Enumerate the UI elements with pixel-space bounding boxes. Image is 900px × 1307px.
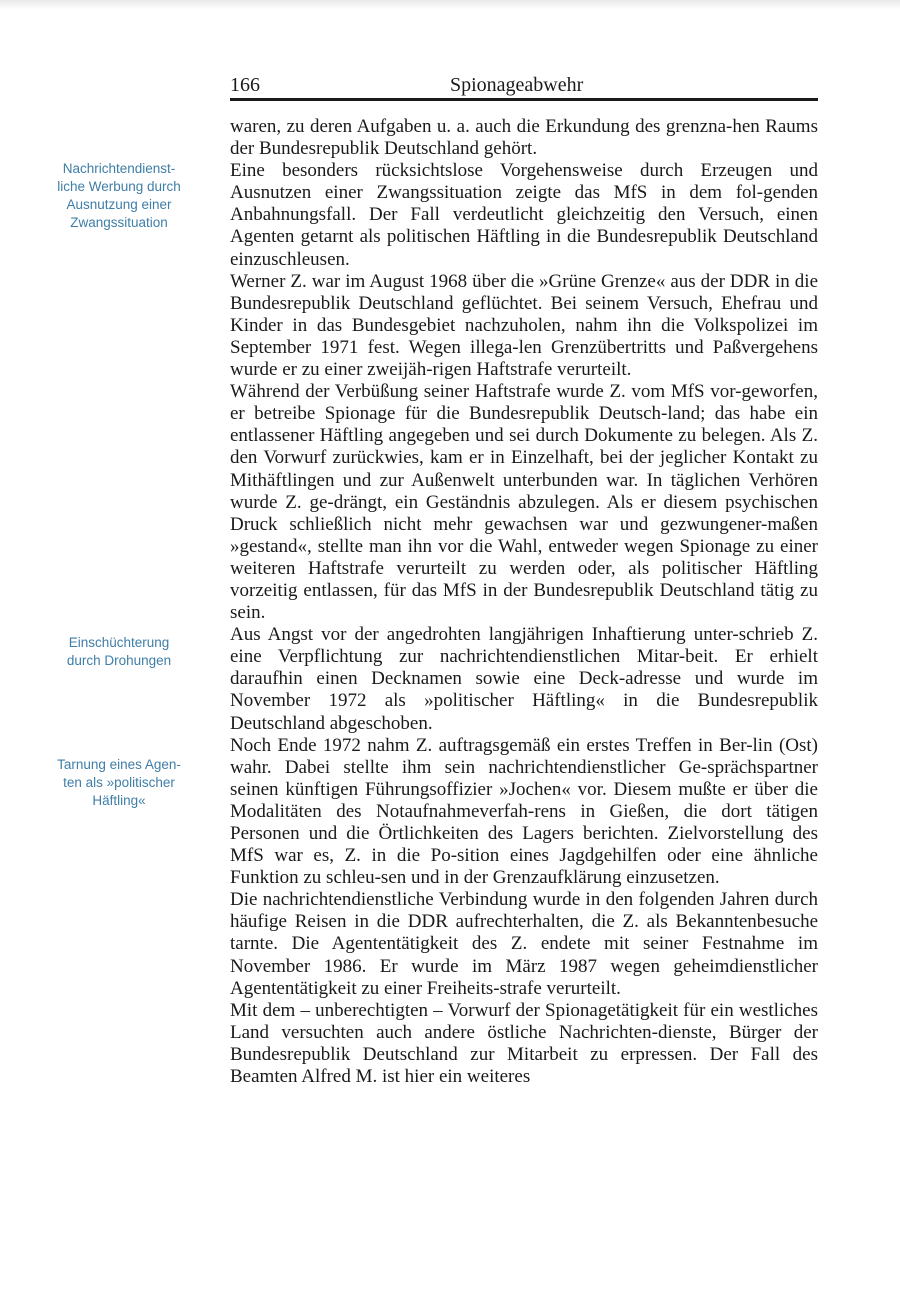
margin-note-recruitment: Nachrichtendienst- liche Werbung durch Ausnutzung einer Zwangssituation xyxy=(57,161,181,230)
paragraph-6: Noch Ende 1972 nahm Z. auftragsgemäß ein erstes Treffen in Ber-lin (Ost) wahr. Dabei stellte ihm sein nachrichtendienstlicher Ge-sprächspartner seinen künftigen Führungsoffizier »Jochen« vor. Diesem mußte er über die Modalitäten des Notaufnahmeverfah-rens in Gießen, die dort tätigen Personen und die Örtlichkeiten des Lagers berichten. Zielvorstellung des MfS war es, Z. in die Po-sition eines Jagdgehilfen oder eine ähnliche Funktion zu schleu-sen und in der Grenzaufklärung einzusetzen. xyxy=(230,734,818,889)
paragraph-1: waren, zu deren Aufgaben u. a. auch die Erkundung des grenzna-hen Raums der Bundesrepublik Deutschland gehört. xyxy=(230,116,818,160)
body-text xyxy=(230,116,818,1088)
paragraph-2: Eine besonders rücksichtslose Vorgehensweise durch Erzeugen und Ausnutzen einer Zwangssituation zeigte das MfS in dem fol-genden Anbahnungsfall. Der Fall verdeutlicht gleichzeitig den Versuch, einen Agenten getarnt als politischen Häftling in die Bundesrepublik Deutschland einzuschleusen. xyxy=(230,160,818,270)
running-title: Spionageabwehr xyxy=(450,74,584,96)
paragraph-4: Während der Verbüßung seiner Haftstrafe wurde Z. vom MfS vor-geworfen, er betreibe Spionage für die Bundesrepublik Deutsch-land; das habe ein entlassener Häftling angegeben und sei durch Dokumente zu belegen. Als Z. den Vorwurf zurückwies, kam er in Einzelhaft, bei der jeglicher Kontakt zu Mithäftlingen und zur Außenwelt unterbunden war. In täglichen Verhören wurde Z. ge-drängt, ein Geständnis abzulegen. Als er diesem psychischen Druck schließlich nicht mehr gewachsen war und gezwungener-maßen »gestand«, stellte man ihn vor die Wahl, entweder wegen Spionage zu einer weiteren Haftstrafe verurteilt zu werden oder, als politischer Häftling vorzeitig entlassen, für das MfS in der Bundesrepublik Deutschland tätig zu sein. xyxy=(230,381,818,624)
paragraph-3: Werner Z. war im August 1968 über die »Grüne Grenze« aus der DDR in die Bundesrepublik Deutschland geflüchtet. Bei seinem Versuch, Ehefrau und Kinder in das Bundesgebiet nachzuholen, nahm ihn die Volkspolizei im September 1971 fest. Wegen illega-len Grenzübertritts und Paßvergehens wurde er zu einer zweijäh-rigen Haftstrafe verurteilt. xyxy=(230,270,818,381)
paragraph-8: Mit dem – unberechtigten – Vorwurf der Spionagetätigkeit für ein westliches Land versuchten auch andere östliche Nachrichten-dienste, Bürger der Bundesrepublik Deutschland zur Mitarbeit zu erpressen. Der Fall des Beamten Alfred M. ist hier ein weiteres xyxy=(230,999,818,1088)
page-number: 166 xyxy=(230,74,260,96)
margin-note-camouflage: Tarnung eines Agen- ten als »politischer Häftling« xyxy=(57,757,181,808)
paragraph-5: Aus Angst vor der angedrohten langjährigen Inhaftierung unter-schrieb Z. eine Verpflichtung zur nachrichtendienstlichen Mitar-beit. Er erhielt daraufhin einen Decknamen sowie eine Deck-adresse und wurde im November 1972 als »politischer Häftling« in die Bundesrepublik Deutschland abgeschoben. xyxy=(230,624,818,734)
page-header xyxy=(230,74,818,101)
margin-note-intimidation: Einschüchterung durch Drohungen xyxy=(66,635,172,668)
paragraph-7: Die nachrichtendienstliche Verbindung wurde in den folgenden Jahren durch häufige Reisen in die DDR aufrechterhalten, die Z. als Bekanntenbesuche tarnte. Die Agententätigkeit des Z. endete mit seiner Festnahme im November 1986. Er wurde im März 1987 wegen geheimdienstlicher Agententätigkeit zu einer Freiheits-strafe verurteilt. xyxy=(230,889,818,999)
scan-edge xyxy=(0,0,900,10)
